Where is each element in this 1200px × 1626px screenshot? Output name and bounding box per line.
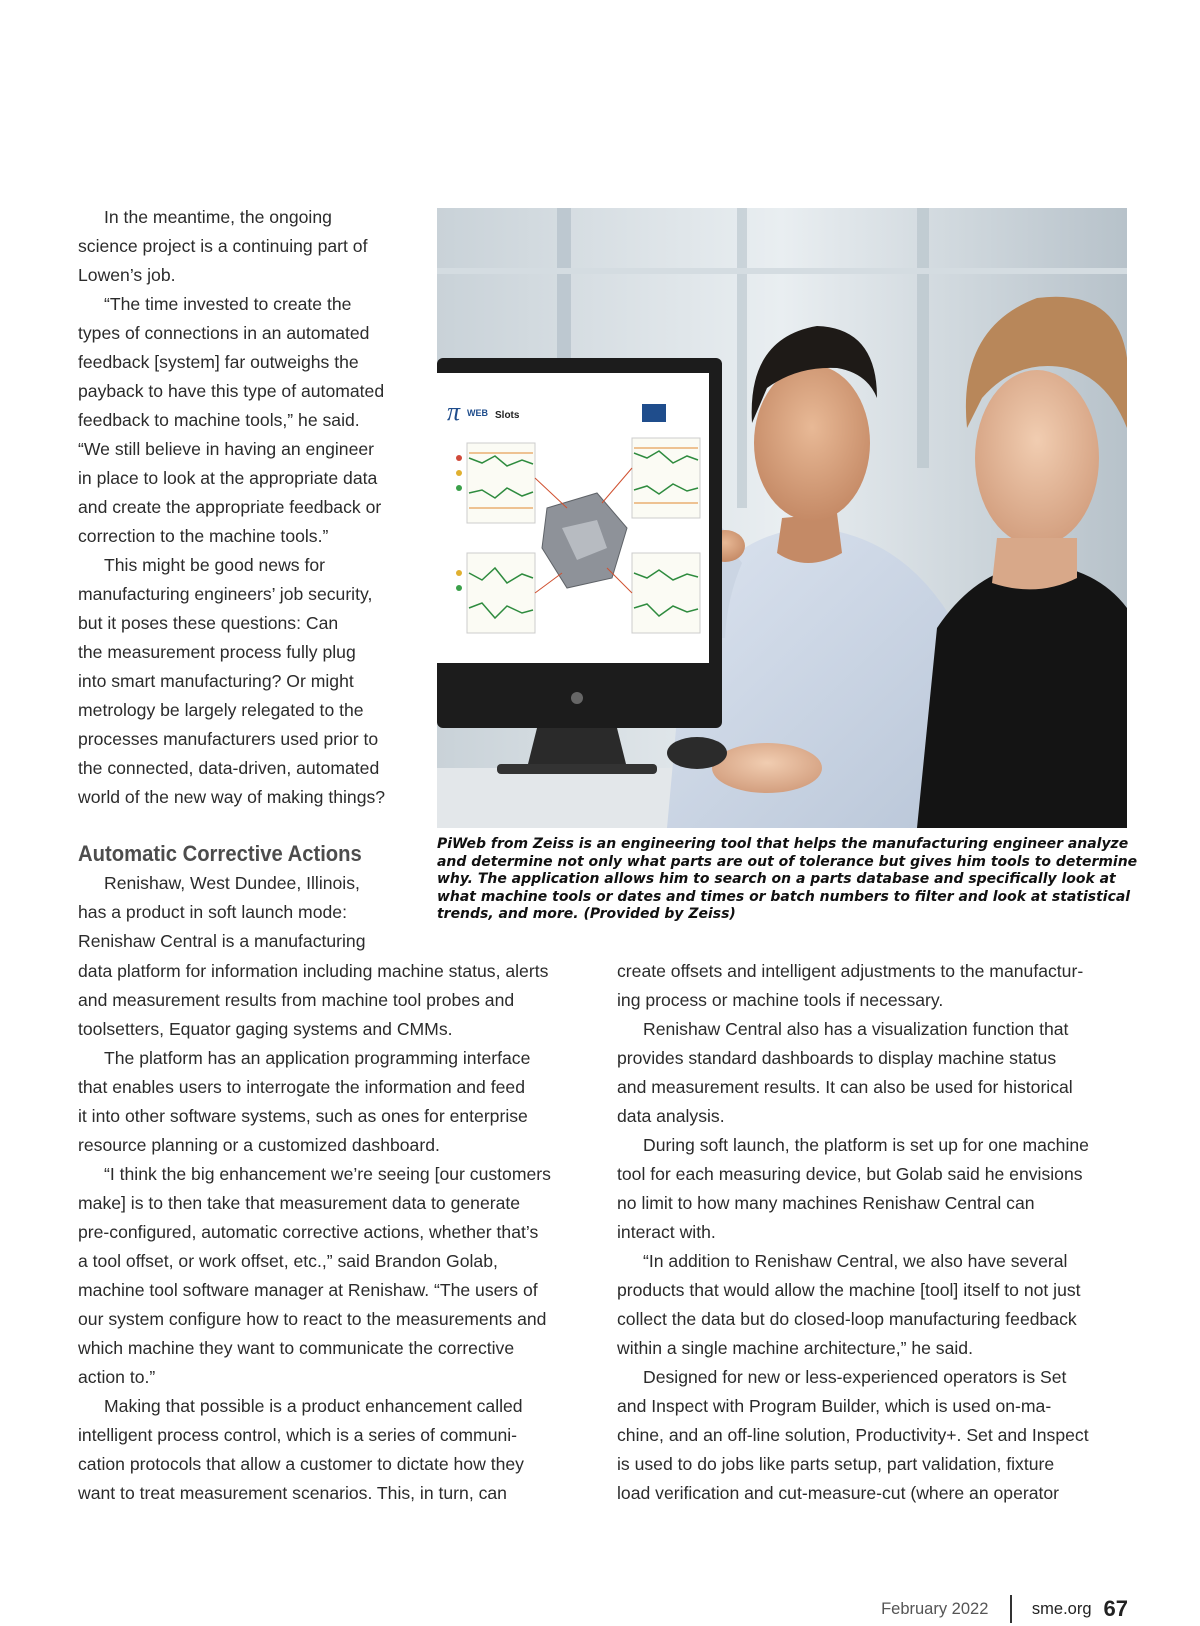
text-line: make] is to then take that measurement data to generate (78, 1193, 521, 1213)
text-line: our system configure how to react to the measurements and (78, 1309, 547, 1329)
text-line: action to.” (78, 1367, 156, 1387)
text-line: “The time invested to create the (104, 294, 352, 314)
text-line: toolsetters, Equator gaging systems and CMMs. (78, 1019, 453, 1039)
text-line: and measurement results. It can also be used for historical (617, 1077, 1073, 1097)
text-line: interact with. (617, 1222, 716, 1242)
paragraph (617, 1363, 1127, 1508)
text-line: world of the new way of making things? (78, 787, 386, 807)
paragraph (78, 957, 598, 1044)
text-line: create offsets and intelligent adjustments to the manufactur- (617, 961, 1084, 981)
text-line: metrology be largely relegated to the (78, 700, 364, 720)
left-column-middle (78, 869, 423, 956)
text-line: ing process or machine tools if necessary. (617, 990, 944, 1010)
text-line: in place to look at the appropriate data (78, 468, 378, 488)
paragraph (617, 1131, 1127, 1247)
text-line: Making that possible is a product enhancement called (104, 1396, 523, 1416)
text-line: “I think the big enhancement we’re seeing [our customers (104, 1164, 551, 1184)
footer-divider (1010, 1595, 1012, 1623)
text-line: feedback [system] far outweighs the (78, 352, 359, 372)
paragraph (617, 957, 1127, 1015)
text-line: The platform has an application programming interface (104, 1048, 531, 1068)
text-line: This might be good news for (104, 555, 326, 575)
issue-date: February 2022 (881, 1599, 989, 1618)
text-line: data platform for information including machine status, alerts (78, 961, 549, 981)
text-line: which machine they want to communicate the corrective (78, 1338, 515, 1358)
text-line: has a product in soft launch mode: (78, 902, 347, 922)
text-line: “In addition to Renishaw Central, we also have several (643, 1251, 1068, 1271)
text-line: cation protocols that allow a customer to dictate how they (78, 1454, 524, 1474)
paragraph (78, 1044, 598, 1160)
text-line: correction to the machine tools.” (78, 526, 329, 546)
text-line: processes manufacturers used prior to (78, 729, 379, 749)
text-line: the measurement process fully plug (78, 642, 356, 662)
caption-line: what machine tools or dates and times or batch numbers to filter and look at statistical (437, 888, 1131, 905)
text-line: feedback to machine tools,” he said. (78, 410, 360, 430)
photo-caption (437, 836, 1137, 924)
text-line: Renishaw Central is a manufacturing (78, 931, 366, 951)
text-line: In the meantime, the ongoing (104, 207, 332, 227)
text-line: the connected, data-driven, automated (78, 758, 380, 778)
text-line: data analysis. (617, 1106, 725, 1126)
caption-line: and determine not only what parts are out of tolerance but gives him tools to determine (437, 853, 1138, 870)
page-footer (881, 1594, 1128, 1624)
photo-illustration (437, 208, 1127, 828)
text-line: resource planning or a customized dashboard. (78, 1135, 440, 1155)
left-column-bottom (78, 957, 598, 1508)
text-line: science project is a continuing part of (78, 236, 368, 256)
text-line: payback to have this type of automated (78, 381, 385, 401)
text-line: no limit to how many machines Renishaw Central can (617, 1193, 1035, 1213)
article-photo (437, 208, 1127, 828)
text-line: Renishaw Central also has a visualization function that (643, 1019, 1069, 1039)
paragraph (78, 869, 423, 956)
text-line: intelligent process control, which is a series of communi- (78, 1425, 518, 1445)
screen-pi-symbol: π (447, 397, 461, 426)
text-line: machine tool software manager at Renishaw. “The users of (78, 1280, 538, 1300)
paragraph (78, 1160, 598, 1392)
text-line: but it poses these questions: Can (78, 613, 339, 633)
text-line: is used to do jobs like parts setup, part validation, fixture (617, 1454, 1055, 1474)
screen-title: Slots (495, 410, 520, 421)
text-line: and create the appropriate feedback or (78, 497, 382, 517)
paragraph (78, 551, 423, 812)
paragraph (78, 1392, 598, 1508)
paragraph (78, 203, 423, 290)
text-line: “We still believe in having an engineer (78, 439, 375, 459)
text-line: types of connections in an automated (78, 323, 370, 343)
text-line: Lowen’s job. (78, 265, 176, 285)
text-line: load verification and cut-measure-cut (where an operator (617, 1483, 1060, 1503)
text-line: want to treat measurement scenarios. This, in turn, can (78, 1483, 507, 1503)
text-line: Renishaw, West Dundee, Illinois, (104, 873, 360, 893)
paragraph (617, 1015, 1127, 1131)
text-line: it into other software systems, such as ones for enterprise (78, 1106, 528, 1126)
text-line: tool for each measuring device, but Golab said he envisions (617, 1164, 1083, 1184)
text-line: chine, and an off-line solution, Productivity+. Set and Inspect (617, 1425, 1089, 1445)
text-line: and Inspect with Program Builder, which is used on-ma- (617, 1396, 1052, 1416)
section-heading: Automatic Corrective Actions (78, 841, 362, 866)
paragraph (617, 1247, 1127, 1363)
text-line: into smart manufacturing? Or might (78, 671, 354, 691)
text-line: pre-configured, automatic corrective actions, whether that’s (78, 1222, 539, 1242)
left-column-top (78, 203, 423, 812)
caption-line: trends, and more. (Provided by Zeiss) (437, 906, 736, 923)
page-number: 67 (1103, 1596, 1128, 1621)
text-line: collect the data but do closed-loop manufacturing feedback (617, 1309, 1077, 1329)
text-line: Designed for new or less-experienced operators is Set (643, 1367, 1067, 1387)
text-line: a tool offset, or work offset, etc.,” said Brandon Golab, (78, 1251, 498, 1271)
text-line: that enables users to interrogate the information and feed (78, 1077, 525, 1097)
text-line: manufacturing engineers’ job security, (78, 584, 373, 604)
caption-line: PiWeb from Zeiss is an engineering tool that helps the manufacturing engineer analyze (437, 836, 1129, 852)
site-url: sme.org (1031, 1599, 1092, 1618)
text-line: During soft launch, the platform is set up for one machine (643, 1135, 1089, 1155)
text-line: provides standard dashboards to display machine status (617, 1048, 1057, 1068)
screen-logo: WEB (467, 408, 488, 418)
right-column-bottom (617, 957, 1127, 1508)
paragraph (78, 290, 423, 551)
text-line: products that would allow the machine [tool] itself to not just (617, 1280, 1081, 1300)
text-line: within a single machine architecture,” he said. (617, 1338, 973, 1358)
caption-line: why. The application allows him to search on a parts database and specifically look at (437, 871, 1116, 888)
text-line: and measurement results from machine tool probes and (78, 990, 515, 1010)
